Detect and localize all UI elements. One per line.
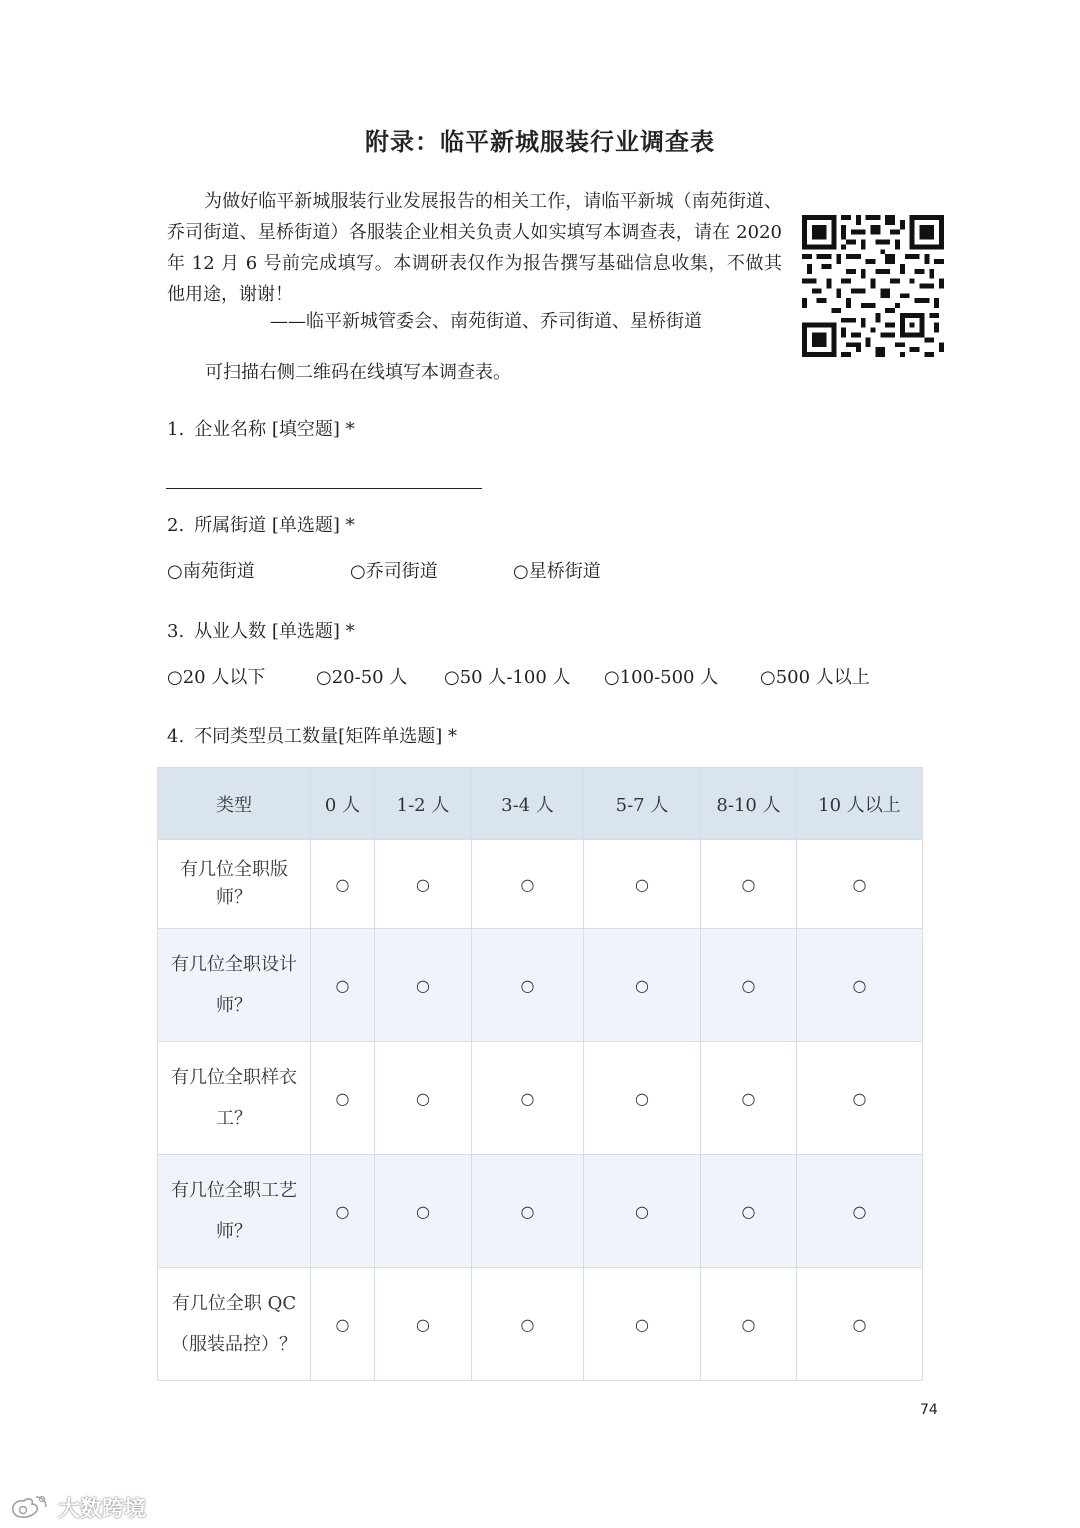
radio-option[interactable]: ○ — [472, 929, 584, 1042]
header-0: 0 人 — [311, 768, 375, 840]
radio-option[interactable]: ○ — [701, 929, 797, 1042]
header-type: 类型 — [158, 768, 311, 840]
watermark-text: 大数跨境 — [58, 1496, 147, 1522]
question-text: 从业人数 [单选题] * — [194, 621, 355, 642]
radio-option[interactable]: ○ — [472, 1042, 584, 1155]
option-20-50[interactable]: ○20-50 人 — [316, 667, 408, 688]
table-row — [158, 1042, 923, 1155]
table-row — [158, 1155, 923, 1268]
question-number: 3. — [167, 621, 185, 642]
radio-option[interactable]: ○ — [375, 929, 472, 1042]
header-3-4: 3-4 人 — [472, 768, 584, 840]
radio-option[interactable]: ○ — [311, 929, 375, 1042]
table-row — [158, 929, 923, 1042]
radio-option[interactable]: ○ — [375, 1155, 472, 1268]
page-number: 74 — [920, 1402, 938, 1418]
weibo-logo-icon — [8, 1493, 52, 1521]
radio-option[interactable]: ○ — [584, 1042, 701, 1155]
radio-option[interactable]: ○ — [797, 929, 923, 1042]
question-text: 不同类型员工数量[矩阵单选题] * — [194, 726, 457, 747]
question-number: 4. — [167, 726, 185, 747]
row-label: 有几位全职样衣 工？ — [158, 1042, 311, 1155]
question-1 — [167, 415, 355, 441]
radio-option[interactable]: ○ — [701, 1155, 797, 1268]
radio-option[interactable]: ○ — [375, 1268, 472, 1381]
header-1-2: 1-2 人 — [375, 768, 472, 840]
radio-option[interactable]: ○ — [311, 840, 375, 929]
question-4 — [167, 722, 457, 748]
question-2 — [167, 511, 355, 537]
radio-option[interactable]: ○ — [701, 1268, 797, 1381]
question-text: 企业名称 [填空题] * — [194, 419, 355, 440]
row-label: 有几位全职设计 师？ — [158, 929, 311, 1042]
option-qiaosi[interactable]: ○乔司街道 — [350, 561, 438, 582]
header-10-plus: 10 人以上 — [797, 768, 923, 840]
watermark — [8, 1492, 146, 1522]
radio-option[interactable]: ○ — [584, 1155, 701, 1268]
question-text: 所属街道 [单选题] * — [194, 515, 355, 536]
intro-signature: ——临平新城管委会、南苑街道、乔司街道、星桥街道 — [270, 311, 702, 332]
radio-option[interactable]: ○ — [311, 1155, 375, 1268]
question-number: 1. — [167, 419, 185, 440]
intro-paragraph: 为做好临平新城服装行业发展报告的相关工作，请临平新城（南苑街道、乔司街道、星桥街道）各服装企业相关负责人如实填写本调查表，请在 2020 年 12 月 6 号前完成填写。本调研表仅作为报告撰写基础信息收集，不做其他用途，谢谢！ — [167, 191, 782, 305]
table-row — [158, 1268, 923, 1381]
scan-note: 可扫描右侧二维码在线填写本调查表。 — [205, 362, 511, 383]
option-nanyuan[interactable]: ○南苑街道 — [167, 561, 255, 582]
radio-option[interactable]: ○ — [311, 1042, 375, 1155]
radio-option[interactable]: ○ — [584, 1268, 701, 1381]
radio-option[interactable]: ○ — [701, 1042, 797, 1155]
option-under-20[interactable]: ○20 人以下 — [167, 667, 266, 688]
table-row — [158, 840, 923, 929]
option-50-100[interactable]: ○50 人-100 人 — [444, 667, 571, 688]
question-3 — [167, 617, 355, 643]
row-label: 有几位全职工艺 师？ — [158, 1155, 311, 1268]
radio-option[interactable]: ○ — [472, 1155, 584, 1268]
table-header-row — [158, 768, 923, 840]
radio-option[interactable]: ○ — [701, 840, 797, 929]
radio-option[interactable]: ○ — [584, 840, 701, 929]
row-label: 有几位全职版 师？ — [158, 840, 311, 929]
header-8-10: 8-10 人 — [701, 768, 797, 840]
header-5-7: 5-7 人 — [584, 768, 701, 840]
intro-block — [167, 186, 782, 310]
radio-option[interactable]: ○ — [797, 1155, 923, 1268]
row-label: 有几位全职 QC （服装品控）？ — [158, 1268, 311, 1381]
option-xingqiao[interactable]: ○星桥街道 — [513, 561, 601, 582]
radio-option[interactable]: ○ — [311, 1268, 375, 1381]
radio-option[interactable]: ○ — [375, 840, 472, 929]
employee-matrix-table — [157, 767, 923, 1381]
radio-option[interactable]: ○ — [797, 1042, 923, 1155]
radio-option[interactable]: ○ — [797, 1268, 923, 1381]
radio-option[interactable]: ○ — [584, 929, 701, 1042]
option-over-500[interactable]: ○500 人以上 — [760, 667, 870, 688]
question-number: 2. — [167, 515, 185, 536]
radio-option[interactable]: ○ — [472, 840, 584, 929]
radio-option[interactable]: ○ — [375, 1042, 472, 1155]
radio-option[interactable]: ○ — [797, 840, 923, 929]
radio-option[interactable]: ○ — [472, 1268, 584, 1381]
qr-code-icon[interactable] — [802, 215, 944, 357]
option-100-500[interactable]: ○100-500 人 — [604, 667, 719, 688]
page-title: 附录：临平新城服装行业调查表 — [365, 128, 715, 156]
company-name-input-line[interactable] — [166, 488, 482, 489]
